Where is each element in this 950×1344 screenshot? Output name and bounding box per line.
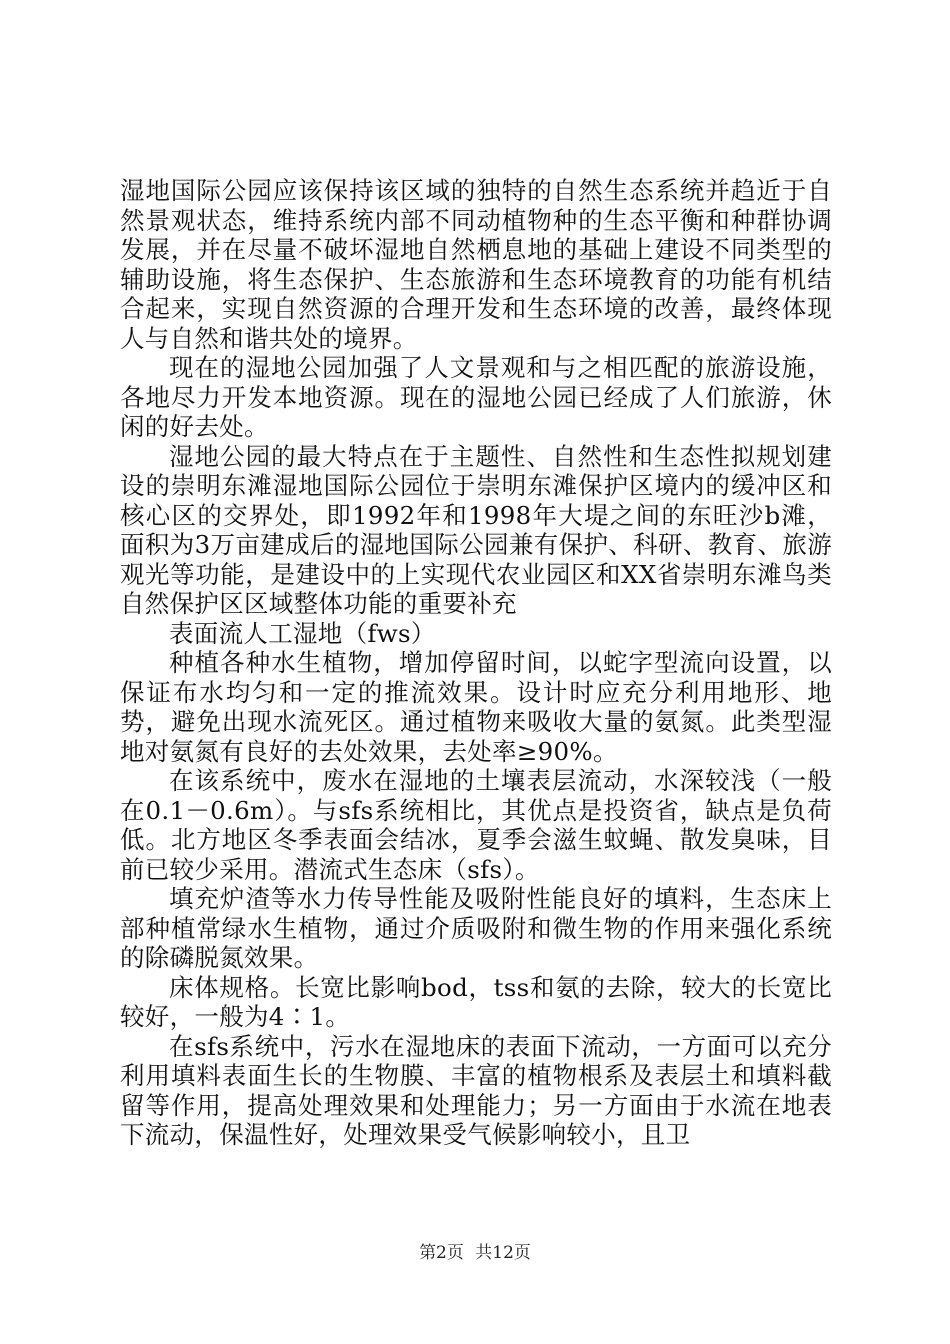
- page-total: 共12页: [475, 1243, 531, 1263]
- page-number: 第2页: [419, 1243, 464, 1263]
- paragraph-1: 湿地国际公园应该保持该区域的独特的自然生态系统并趋近于自然景观状态，维持系统内部不同动植物种的生态平衡和种群协调发展，并在尽量不破坏湿地自然栖息地的基础上建设不同类型的辅助设施，将生态保护、生态旅游和生态环境教育的功能有机结合起来，实现自然资源的合理开发和生态环境的改善，最终体现人与自然和谐共处的境界。: [120, 176, 832, 353]
- paragraph-9: 在sfs系统中，污水在湿地床的表面下流动，一方面可以充分利用填料表面生长的生物膜、丰富的植物根系及表层土和填料截留等作用，提高处理效果和处理能力；另一方面由于水流在地表下流动，保温性好，处理效果受气候影响较小，且卫: [120, 1031, 832, 1149]
- paragraph-7: 填充炉渣等水力传导性能及吸附性能良好的填料，生态床上部种植常绿水生植物，通过介质吸附和微生物的作用来强化系统的除磷脱氮效果。: [120, 884, 832, 972]
- page-footer: [0, 1238, 950, 1263]
- document-body: [120, 176, 832, 1150]
- paragraph-2: 现在的湿地公园加强了人文景观和与之相匹配的旅游设施，各地尽力开发本地资源。现在的湿地公园已经成了人们旅游，休闲的好去处。: [120, 353, 832, 441]
- paragraph-5: 种植各种水生植物，增加停留时间，以蛇字型流向设置，以保证布水均匀和一定的推流效果。设计时应充分利用地形、地势，避免出现水流死区。通过植物来吸收大量的氨氮。此类型湿地对氨氮有良好的去处效果，去处率≥90%。: [120, 648, 832, 766]
- paragraph-6: 在该系统中，废水在湿地的土壤表层流动，水深较浅（一般在0.1－0.6m）。与sfs系统相比，其优点是投资省，缺点是负荷低。北方地区冬季表面会结冰，夏季会滋生蚊蝇、散发臭味，目前已较少采用。潜流式生态床（sfs）。: [120, 766, 832, 884]
- paragraph-heading-fws: 表面流人工湿地（fws）: [169, 618, 436, 648]
- paragraph-8: 床体规格。长宽比影响bod，tss和氨的去除，较大的长宽比较好，一般为4∶1。: [120, 972, 832, 1031]
- paragraph-3: 湿地公园的最大特点在于主题性、自然性和生态性拟规划建设的崇明东滩湿地国际公园位于崇明东滩保护区境内的缓冲区和核心区的交界处，即1992年和1998年大堤之间的东旺沙b滩，面积为3万亩建成后的湿地国际公园兼有保护、科研、教育、旅游观光等功能，是建设中的上实现代农业园区和XX省崇明东滩鸟类自然保护区区域整体功能的重要补充: [120, 441, 832, 618]
